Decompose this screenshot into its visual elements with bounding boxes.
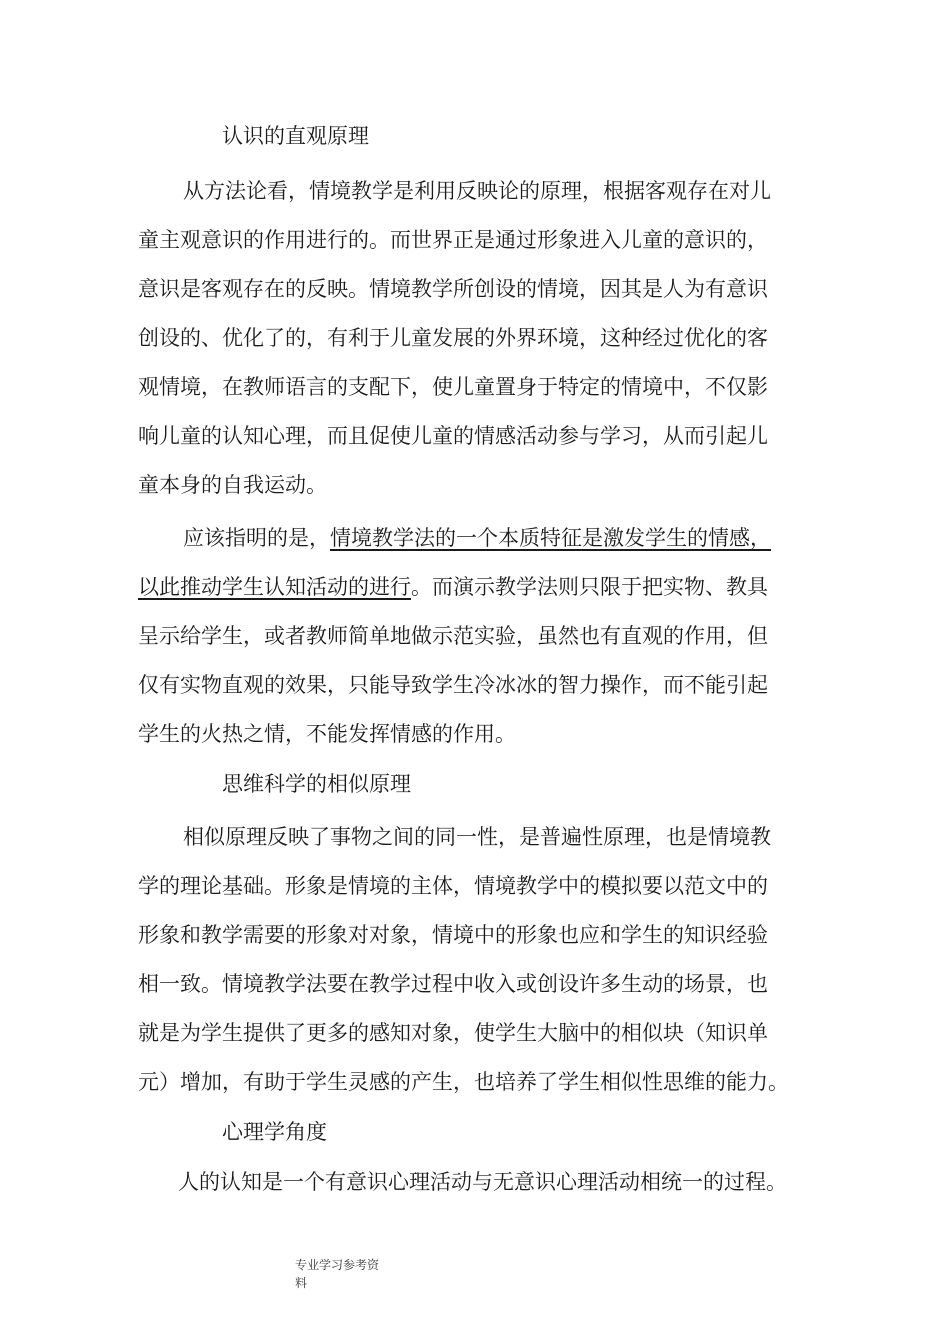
page-footer (295, 1256, 379, 1292)
text-segment: 。而演示教学法则只限于把实物、教具 (411, 575, 768, 599)
text-line: 形象和教学需要的形象对对象，情境中的形象也应和学生的知识经验 (138, 923, 768, 947)
section-heading-similarity-principle: 思维科学的相似原理 (222, 772, 411, 796)
text-line: 创设的、优化了的，有利于儿童发展的外界环境，这种经过优化的客 (138, 326, 768, 350)
section-heading-intuitive-principle: 认识的直观原理 (222, 124, 369, 148)
text-line: 仅有实物直观的效果，只能导致学生冷冰冰的智力操作，而不能引起 (138, 673, 768, 697)
text-line: 童主观意识的作用进行的。而世界正是通过形象进入儿童的意识的， (138, 228, 768, 252)
text-line: 童本身的自我运动。 (138, 473, 327, 497)
text-line: 意识是客观存在的反映。情境教学所创设的情境，因其是人为有意识 (138, 277, 768, 301)
text-line: 呈示给学生，或者教师简单地做示范实验，虽然也有直观的作用，但 (138, 624, 768, 648)
underlined-text: 以此推动学生认知活动的进行 (138, 575, 411, 599)
footer-line: 料 (295, 1276, 308, 1290)
text-line: 观情境，在教师语言的支配下，使儿童置身于特定的情境中，不仅影 (138, 375, 768, 399)
text-line: 相似原理反映了事物之间的同一性，是普遍性原理，也是情境教 (183, 825, 771, 849)
text-line: 学的理论基础。形象是情境的主体，情境教学中的模拟要以范文中的 (138, 874, 768, 898)
text-line: 从方法论看，情境教学是利用反映论的原理，根据客观存在对儿 (183, 179, 771, 203)
text-line: 学生的火热之情，不能发挥情感的作用。 (138, 722, 516, 746)
text-line (138, 572, 768, 602)
text-segment: 应该指明的是， (183, 526, 330, 550)
underlined-text: 情境教学法的一个本质特征是激发学生的情感， (330, 526, 771, 550)
text-line: 元）增加，有助于学生灵感的产生，也培养了学生相似性思维的能力。 (138, 1070, 789, 1094)
text-line: 响儿童的认知心理，而且促使儿童的情感活动参与学习，从而引起儿 (138, 424, 768, 448)
section-heading-psychology: 心理学角度 (222, 1120, 327, 1144)
text-line (183, 523, 771, 553)
footer-line: 专业学习参考资 (295, 1258, 380, 1272)
text-line: 人的认知是一个有意识心理活动与无意识心理活动相统一的过程。 (178, 1170, 787, 1194)
text-line: 就是为学生提供了更多的感知对象，使学生大脑中的相似块（知识单 (138, 1021, 768, 1045)
text-line: 相一致。情境教学法要在教学过程中收入或创设许多生动的场景，也 (138, 972, 768, 996)
